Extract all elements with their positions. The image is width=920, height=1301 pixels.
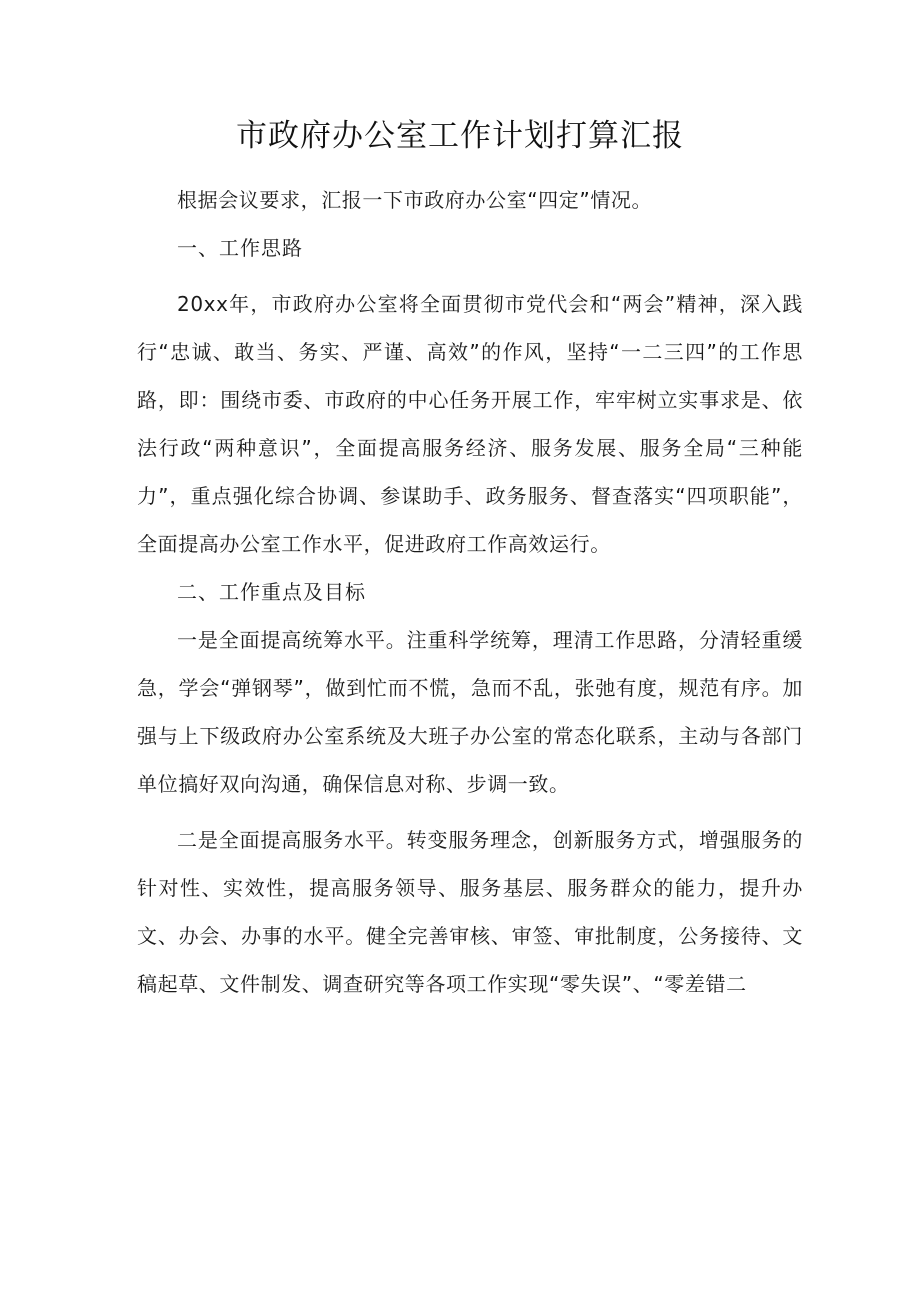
document-title: 市政府办公室工作计划打算汇报 — [236, 118, 684, 154]
section-heading-work-approach: 一、工作思路 — [177, 236, 303, 260]
document-body — [137, 176, 803, 1008]
work-approach-paragraph: 20xx年，市政府办公室将全面贯彻市党代会和“两会”精神，深入践行“忠诚、敢当、务实、严谨、高效”的作风，坚持“一二三四”的工作思路，即：围绕市委、市政府的中心任务开展工作，牢牢树立实事求是、依法行政“两种意识”，全面提高服务经济、服务发展、服务全局“三种能力”，重点强化综合协调、参谋助手、政务服务、督查落实“四项职能”，全面提高办公室工作水平，促进政府工作高效运行。 — [137, 292, 803, 556]
section-heading-priorities-goals: 二、工作重点及目标 — [177, 580, 366, 604]
intro-paragraph: 根据会议要求，汇报一下市政府办公室“四定”情况。 — [177, 188, 653, 212]
coordination-paragraph: 一是全面提高统筹水平。注重科学统筹，理清工作思路，分清轻重缓急，学会“弹钢琴”，做到忙而不慌，急而不乱，张弛有度，规范有序。加强与上下级政府办公室系统及大班子办公室的常态化联系，主动与各部门单位搞好双向沟通，确保信息对称、步调一致。 — [137, 628, 803, 796]
service-paragraph: 二是全面提高服务水平。转变服务理念，创新服务方式，增强服务的针对性、实效性，提高服务领导、服务基层、服务群众的能力，提升办文、办会、办事的水平。健全完善审核、审签、审批制度，公务接待、文稿起草、文件制发、调查研究等各项工作实现“零失误”、“零差错二 — [137, 828, 803, 996]
